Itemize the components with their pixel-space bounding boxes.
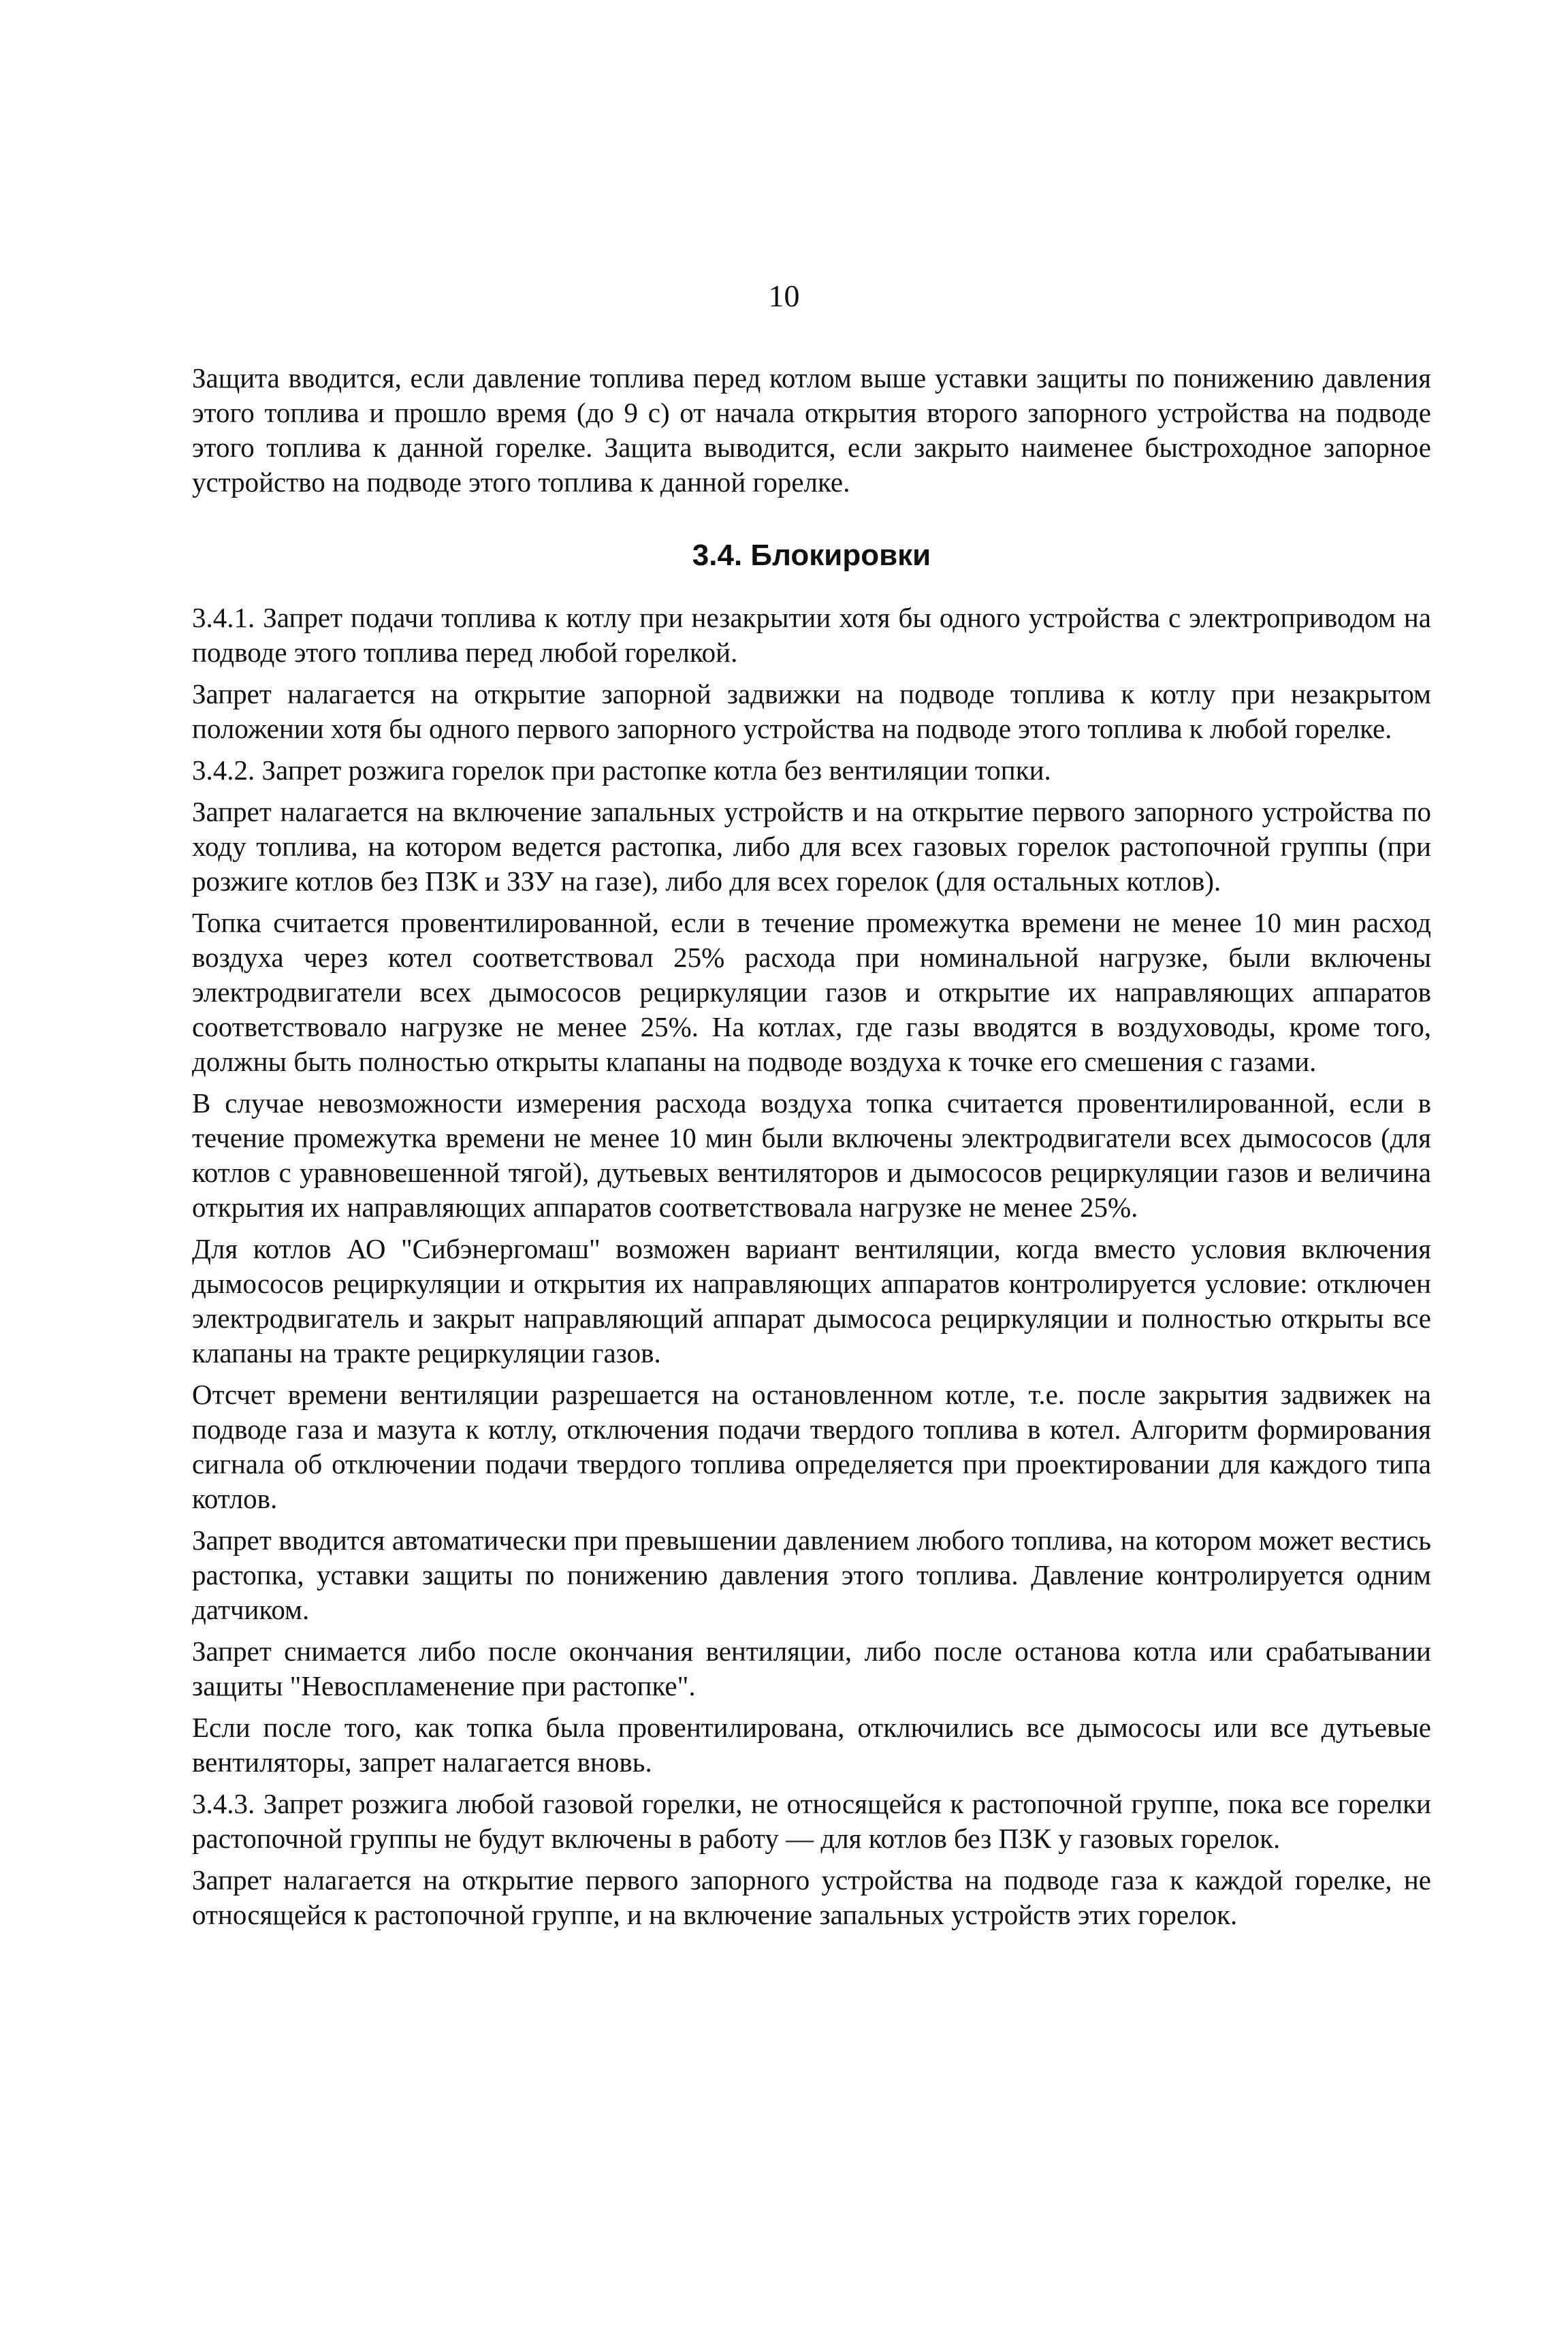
paragraph: Топка считается провентилированной, если в течение промежутка времени не менее 10 мин расход воздуха через котел соответствовал 25% расхода при номинальной нагрузке, были включены электродвигатели всех дымососов рециркуляции газов и открытие их направляющих аппаратов соответствовало нагрузке не менее 25%. На котлах, где газы вводятся в воздуховоды, кроме того, должны быть полностью открыты клапаны на подводе воздуха к точке его смешения с газами. xyxy=(192,907,1431,1077)
document-body xyxy=(192,361,1431,1939)
paragraph: Запрет снимается либо после окончания вентиляции, либо после останова котла или срабатывании защиты "Невоспламенение при растопке". xyxy=(192,1635,1431,1702)
paragraph: Если после того, как топка была провентилирована, отключились все дымососы или все дутьевые вентиляторы, запрет налагается вновь. xyxy=(192,1712,1431,1778)
paragraph: Запрет налагается на открытие первого запорного устройства на подводе газа к каждой горелке, не относящейся к растопочной группе, и на включение запальных устройств этих горелок. xyxy=(192,1864,1431,1930)
paragraph: Отсчет времени вентиляции разрешается на остановленном котле, т.е. после закрытия задвижек на подводе газа и мазута к котлу, отключения подачи твердого топлива в котел. Алгоритм формирования сигнала об отключении подачи твердого топлива определяется при проектировании для каждого типа котлов. xyxy=(192,1379,1431,1514)
section-heading: 3.4. Блокировки xyxy=(692,539,931,572)
paragraph: Запрет вводится автоматически при превышении давлением любого топлива, на котором может вестись растопка, уставки защиты по понижению давления этого топлива. Давление контролируется одним датчиком. xyxy=(192,1524,1431,1625)
paragraph: 3.4.3. Запрет розжига любой газовой горелки, не относящейся к растопочной группе, пока все горелки растопочной группы не будут включены в работу — для котлов без ПЗК у газовых горелок. xyxy=(192,1788,1431,1854)
paragraph: Запрет налагается на включение запальных устройств и на открытие первого запорного устройства по ходу топлива, на котором ведется растопка, либо для всех газовых горелок растопочной группы (при розжиге котлов без ПЗК и ЗЗУ на газе), либо для всех горелок (для остальных котлов). xyxy=(192,796,1431,897)
paragraph: Для котлов АО "Сибэнергомаш" возможен вариант вентиляции, когда вместо условия включения дымососов рециркуляции и открытия их направляющих аппаратов контролируется условие: отключен электродвигатель и закрыт направляющий аппарат дымососа рециркуляции и полностью открыты все клапаны на тракте рециркуляции газов. xyxy=(192,1233,1431,1369)
paragraph: Запрет налагается на открытие запорной задвижки на подводе топлива к котлу при незакрытом положении хотя бы одного первого запорного устройства на подводе этого топлива к любой горелке. xyxy=(192,678,1431,744)
page-number: 10 xyxy=(768,278,800,313)
paragraph: В случае невозможности измерения расхода воздуха топка считается провентилированной, если в течение промежутка времени не менее 10 мин были включены электродвигатели всех дымососов (для котлов с уравновешенной тягой), дутьевых вентиляторов и дымососов рециркуляции газов и величина открытия их направляющих аппаратов соответствовала нагрузке не менее 25%. xyxy=(192,1087,1431,1223)
paragraph: 3.4.1. Запрет подачи топлива к котлу при незакрытии хотя бы одного устройства с электроприводом на подводе этого топлива перед любой горелкой. xyxy=(192,602,1431,668)
paragraph: 3.4.2. Запрет розжига горелок при растопке котла без вентиляции топки. xyxy=(192,754,1051,786)
intro-paragraph: Защита вводится, если давление топлива перед котлом выше уставки защиты по понижению давления этого топлива и прошло время (до 9 с) от начала открытия второго запорного устройства на подводе этого топлива к данной горелке. Защита выводится, если закрыто наименее быстроходное запорное устройство на подводе этого топлива к данной горелке. xyxy=(192,362,1431,498)
